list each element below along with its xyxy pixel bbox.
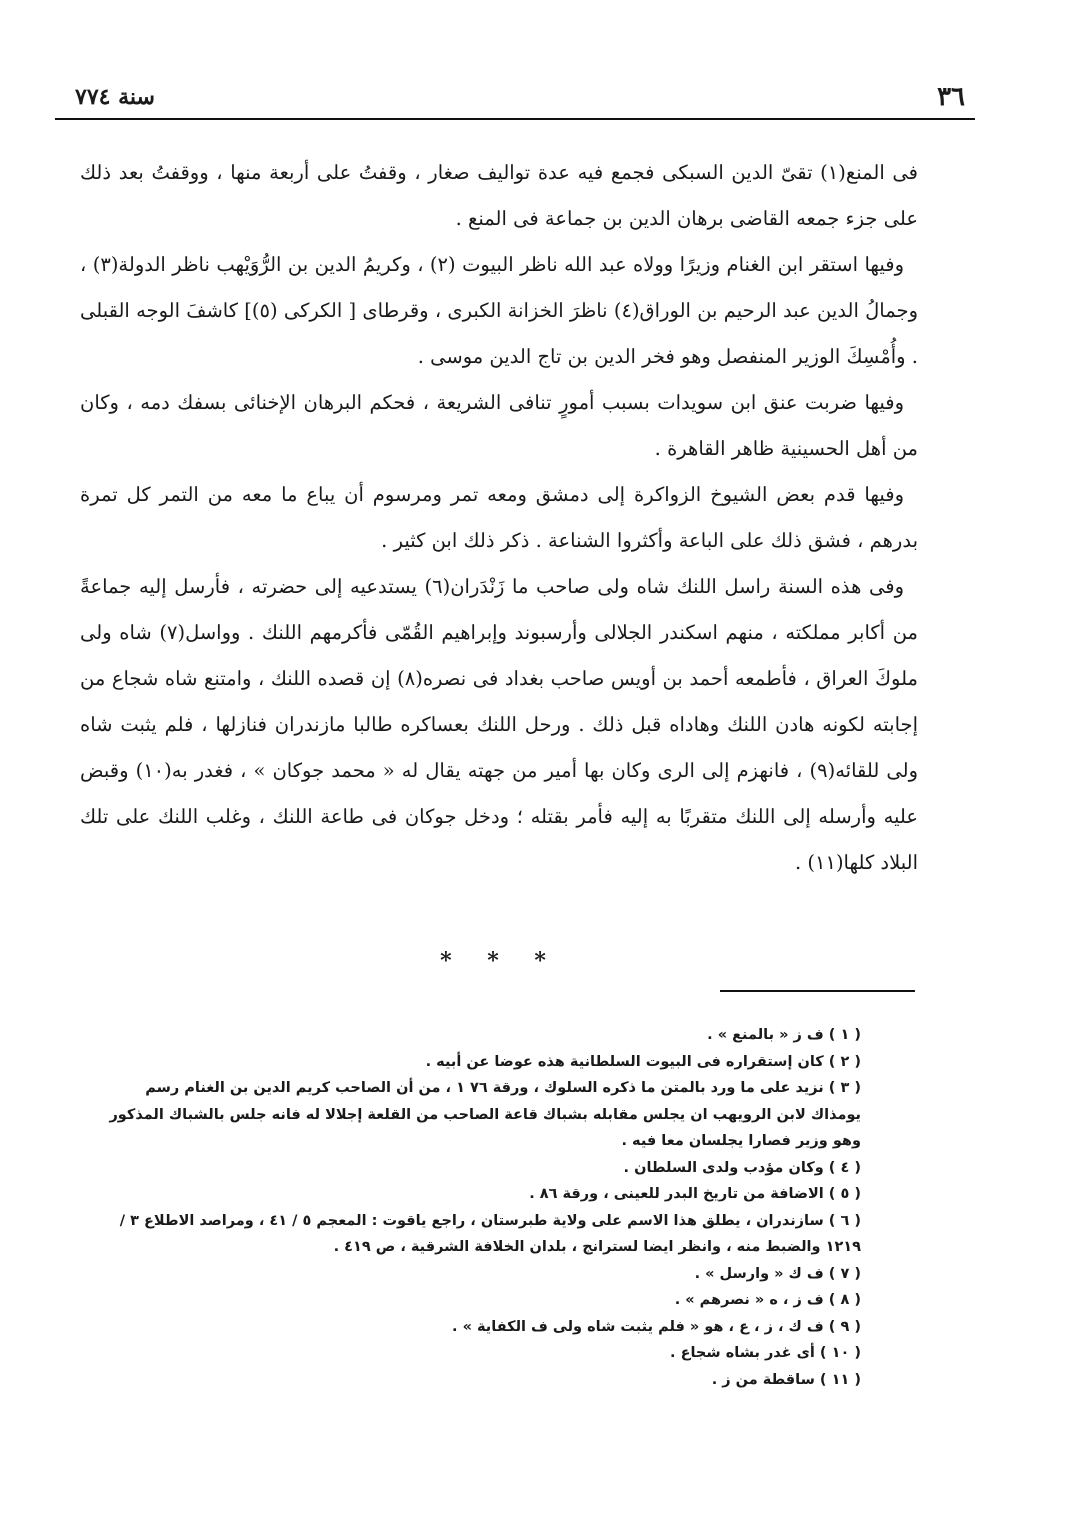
running-head: سنة ٧٧٤ xyxy=(75,84,155,110)
footnote: ( ٣ ) نزيد على ما ورد بالمتن ما ذكره السلوك ، ورقة ٧٦ ١ ، من أن الصاحب كريم الدين بن الغنام رسم يومذاك لابن الرويهب ان يجلس مقابله بشباك قاعة الصاحب من القلعة إجلالا له فانه جلس بالشباك المذكور وهو وزير فصارا يجلسان معا فيه . xyxy=(109,1080,861,1149)
footnote: ( ٦ ) سازندران ، يطلق هذا الاسم على ولاية طبرستان ، راجع ياقوت : المعجم ٥ / ٤١ ، ومراصد الاطلاع ٣ / ١٢١٩ والضبط منه ، وانظر ايضا لسترانج ، بلدان الخلافة الشرقية ، ص ٤١٩ . xyxy=(119,1212,861,1255)
footnote: ( ٤ ) وكان مؤدب ولدى السلطان . xyxy=(623,1159,861,1176)
header-rule xyxy=(55,118,975,120)
footnote: ( ٧ ) ف ك « وارسل » . xyxy=(694,1265,861,1282)
paragraph: وفى هذه السنة راسل اللنك شاه ولى صاحب ما زَنْدَران(٦) يستدعيه إلى حضرته ، فأرسل إليه جماعةً من أكابر مملكته ، منهم اسكندر الجلالى وأرسبوند وإبراهيم القُمّى فأكرمهم اللنك . وواسل(٧) شاه ولى ملوكَ العراق ، فأطمعه أحمد بن أويس صاحب بغداد فى نصره(٨) إن قصده اللنك ، وامتنع شاه شجاع من إجابته لكونه هادن اللنك وهاداه قبل ذلك . ورحل اللنك بعساكره طالبا مازندران فنازلها ، فلم يثبت شاه ولى للقائه(٩) ، فانهزم إلى الرى وكان بها أمير من جهته يقال له « محمد جوكان » ، فغدر به(١٠) وقبض عليه وأرسله إلى اللنك متقربًا به إليه فأمر بقتله ؛ ودخل جوكان فى طاعة اللنك ، وغلب اللنك على تلك البلاد كلها(١١) . xyxy=(80,575,919,874)
footnote-rule xyxy=(720,990,915,992)
main-text xyxy=(80,150,918,886)
footnote: ( ٢ ) كان إستقراره فى البيوت السلطانية هذه عوضا عن أبيه . xyxy=(425,1053,861,1070)
paragraph: وفيها ضربت عنق ابن سويدات بسبب أمورٍ تنافى الشريعة ، فحكم البرهان الإخنائى بسفك دمه ، وكان من أهل الحسينية ظاهر القاهرة . xyxy=(80,391,918,460)
footnote: ( ١ ) ف ز « بالمنع » . xyxy=(707,1027,861,1043)
footnote: ( ١١ ) ساقطة من ز . xyxy=(711,1371,861,1388)
page-header xyxy=(55,82,975,118)
footnote: ( ٨ ) ف ز ، ه « نصرهم » . xyxy=(674,1292,861,1308)
footnote: ( ٩ ) ف ك ، ز ، ع ، هو « فلم يثبت شاه ولى ف الكفاية » . xyxy=(452,1318,861,1335)
page-number: ٣٦ xyxy=(937,82,965,112)
paragraph: وفيها استقر ابن الغنام وزيرًا وولاه عبد الله ناظر البيوت (٢) ، وكريمُ الدين بن الرُّوَيْهب ناظر الدولة(٣) ، وجمالُ الدين عبد الرحيم بن الوراق(٤) ناظرَ الخزانة الكبرى ، وقرطاى [ الكركى (٥)] كاشفَ الوجه القبلى . وأُمْسِكَ الوزير المنفصل وهو فخر الدين بن تاج الدين موسى . xyxy=(80,253,918,368)
footnote: ( ٥ ) الاضافة من تاريخ البدر للعينى ، ورقة ٨٦ . xyxy=(529,1186,861,1202)
footnotes xyxy=(95,1022,861,1393)
paragraph: وفيها قدم بعض الشيوخ الزواكرة إلى دمشق ومعه تمر ومرسوم أن يباع ما معه من التمر كل تمرة بدرهم ، فشق ذلك على الباعة وأكثروا الشناعة . ذكر ذلك ابن كثير . xyxy=(80,483,918,552)
footnote: ( ١٠ ) أى غدر بشاه شجاع . xyxy=(670,1345,861,1361)
section-separator: * * * xyxy=(440,948,560,974)
paragraph: فى المنع(١) تقىّ الدين السبكى فجمع فيه عدة تواليف صغار ، وقفتُ على أربعة منها ، ووقفتُ بعد ذلك على جزء جمعه القاضى برهان الدين بن جماعة فى المنع . xyxy=(80,161,919,230)
